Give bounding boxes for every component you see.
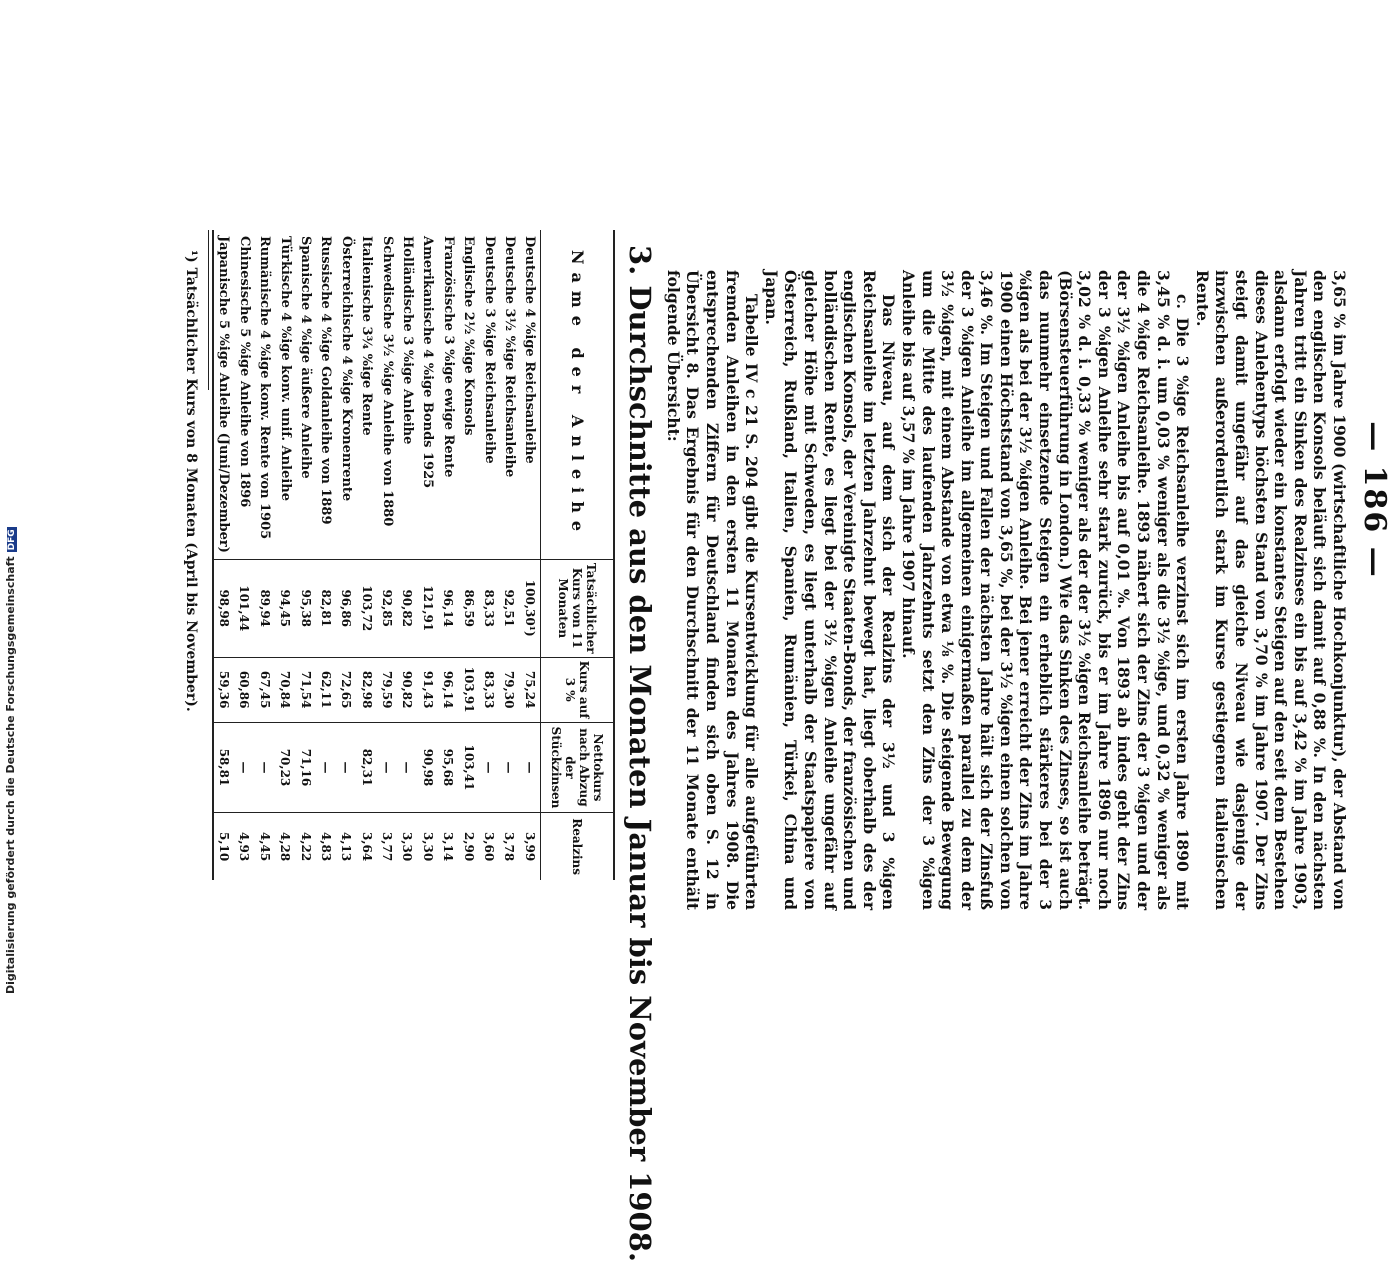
table-row [295, 230, 315, 880]
row-realzins: 3,14 [438, 813, 458, 880]
table-row [479, 230, 499, 880]
table-row [397, 230, 417, 880]
row-kurs: 100,30¹) [520, 559, 541, 657]
row-name: Spanische 4 %ige äußere Anleihe [298, 236, 314, 479]
row-name: Deutsche 3½ %ige Reichsanleihe [501, 236, 517, 478]
row-realzins: 5,10 [214, 813, 234, 880]
row-netto: 82,31 [356, 722, 376, 813]
row-name: Englische 2½ %ige Konsols [461, 236, 477, 436]
row-netto: — [499, 722, 519, 813]
row-netto: 71,16 [295, 722, 315, 813]
row-realzins: 4,28 [275, 813, 295, 880]
row-netto: 58,81 [214, 722, 234, 813]
header-realzins: Realzins [541, 813, 614, 880]
table-row [377, 230, 397, 880]
row-kurs3: 67,45 [255, 657, 275, 722]
paragraph-2: c. Die 3 %ige Reichsanleihe verzinst sich im ersten Jahre 1890 mit 3,45 % d. i. um 0,03 % weniger als die 3½ %ige, und 0,32 % weniger als die 4 %ige Reichsanleihe. 1893 nähert sich der Zins der 3 %igen und der der 3½ %igen Anleihe bis auf 0,01 %. Von 1893 ab indes geht der Zins der 3 %igen Anleihe sehr stark zurück, bis er im Jahre 1896 nur noch 3,02 % d. i. 0,33 % weniger als der der 3½ %igen Reichsanleihe beträgt. (Börsensteuerführung in London.) Wie das Sinken des Zinses, so ist auch das nunmehr einsetzende Steigen ein erheblich stärkeres bei der 3 %igen als bei der 3½ %igen Anleihe. Bei jener erreicht der Zins im Jahre 1900 einen Höchststand von 3,65 %, bei der 3½ %igen einen solchen von 3,46 %. Im Steigen und Fallen der nächsten Jahre hält sich der Zinsfuß der 3 %igen Anleihe im allgemeinen einigermaßen parallel zu dem der 3½ %igen, mit einem Abstande von etwa ⅛ %. Die steigende Bewegung um die Mitte des laufenden Jahrzehnts setzt den Zins der 3 %igen Anleihe bis auf 3,57 % im Jahre 1907 hinauf. [898, 270, 1193, 910]
table-row [499, 230, 519, 880]
credit-text: Digitalisierung gefördert durch die Deutsche Forschungsgemeinschaft [4, 556, 17, 994]
row-name: Japanische 5 %ige Anleihe (Juni/Dezember) [216, 236, 232, 553]
row-kurs3: 82,98 [356, 657, 376, 722]
row-netto: — [336, 722, 356, 813]
row-kurs: 89,94 [255, 559, 275, 657]
row-name: Rumänische 4 %ige konv. Rente von 1905 [257, 236, 273, 540]
row-netto: 95,68 [438, 722, 458, 813]
row-kurs3: 79,30 [499, 657, 519, 722]
row-realzins: 4,22 [295, 813, 315, 880]
row-kurs: 98,98 [214, 559, 234, 657]
paragraph-4: Tabelle IV c 21 S. 204 gibt die Kursentwicklung für alle aufgeführten fremden Anleihen in den ersten 11 Monaten des Jahres 1908. Die entsprechenden Ziffern für Deutschland finden sich oben S. 12 in Übersicht 8. Das Ergebnis für den Durchschnitt der 11 Monate enthält folgende Übersicht: [663, 270, 762, 910]
row-kurs3: 70,84 [275, 657, 295, 722]
row-kurs3: 72,65 [336, 657, 356, 722]
row-realzins: 3,30 [397, 813, 417, 880]
row-kurs3: 71,54 [295, 657, 315, 722]
table-row [214, 230, 234, 880]
digitization-credit [4, 527, 17, 994]
row-kurs: 96,14 [438, 559, 458, 657]
header-kurs: Tatsächlicher Kurs von 11 Monaten [541, 559, 614, 657]
row-kurs3: 75,24 [520, 657, 541, 722]
row-kurs: 86,59 [458, 559, 478, 657]
row-kurs: 96,86 [336, 559, 356, 657]
row-kurs3: 91,43 [418, 657, 438, 722]
table-row [255, 230, 275, 880]
row-kurs: 101,44 [234, 559, 254, 657]
table-row [520, 230, 541, 880]
row-kurs3: 60,86 [234, 657, 254, 722]
body-text [663, 270, 1349, 910]
row-realzins: 2,90 [458, 813, 478, 880]
table-row [458, 230, 478, 880]
table-header-row [541, 230, 614, 880]
row-kurs: 83,33 [479, 559, 499, 657]
row-kurs3: 62,11 [316, 657, 336, 722]
table-row [418, 230, 438, 880]
row-netto: 70,23 [275, 722, 295, 813]
row-realzins: 4,83 [316, 813, 336, 880]
row-kurs: 90,82 [397, 559, 417, 657]
row-netto: — [397, 722, 417, 813]
row-name: Italienische 3¾ %ige Rente [359, 236, 375, 436]
row-kurs: 95,38 [295, 559, 315, 657]
row-kurs3: 83,33 [479, 657, 499, 722]
row-name: Schwedische 3½ %ige Anleihe von 1880 [379, 236, 395, 527]
row-netto: — [234, 722, 254, 813]
dfg-logo: DFG [7, 529, 17, 551]
row-kurs3: 103,91 [458, 657, 478, 722]
row-kurs: 92,51 [499, 559, 519, 657]
row-netto: — [316, 722, 336, 813]
row-realzins: 4,93 [234, 813, 254, 880]
row-kurs3: 90,82 [397, 657, 417, 722]
row-name: Amerikanische 4 %ige Bonds 1925 [420, 236, 436, 489]
table-row [336, 230, 356, 880]
row-kurs3: 59,36 [214, 657, 234, 722]
row-realzins: 3,64 [356, 813, 376, 880]
row-netto: — [255, 722, 275, 813]
row-name: Deutsche 4 %ige Reichsanleihe [522, 236, 538, 464]
page-number: — 186 — [1357, 421, 1392, 579]
row-kurs3: 96,14 [438, 657, 458, 722]
row-name: Chinesische 5 %ige Anleihe von 1896 [236, 236, 252, 508]
row-netto: — [377, 722, 397, 813]
row-name: Russische 4 %ige Goldanleihe von 1889 [318, 236, 334, 525]
paragraph-3: Das Niveau, auf dem sich der Realzins der 3½ und 3 %igen Reichsanleihe im letzten Jahrzehnt bewegt hat, liegt oberhalb des der englischen Konsols, der Vereinigte Staaten-Bonds, der französischen und holländischen Rente, es liegt bei der 3½ %igen Anleihe ungefähr auf gleicher Höhe mit Schweden, es liegt unterhalb der Staatspapiere von Österreich, Rußland, Italien, Spanien, Rumänien, Türkei, China und Japan. [761, 270, 899, 910]
row-realzins: 3,30 [418, 813, 438, 880]
header-kurs3: Kurs auf 3 % [541, 657, 614, 722]
row-netto: 90,98 [418, 722, 438, 813]
row-realzins: 4,13 [336, 813, 356, 880]
row-name: Türkische 4 %ige konv. unif. Anleihe [277, 236, 293, 502]
footnote-rule [208, 230, 209, 390]
row-name: Österreichische 4 %ige Kronenrente [338, 236, 354, 502]
row-netto: — [479, 722, 499, 813]
row-kurs: 103,72 [356, 559, 376, 657]
footnote: ¹) Tatsächlicher Kurs von 8 Monaten (April bis November). [183, 250, 199, 712]
row-netto: — [520, 722, 541, 813]
row-kurs: 92,85 [377, 559, 397, 657]
table-row [316, 230, 336, 880]
bond-table [212, 230, 615, 880]
row-realzins: 3,77 [377, 813, 397, 880]
header-name: Name der Anleihe [541, 230, 614, 559]
table-row [234, 230, 254, 880]
row-kurs: 94,45 [275, 559, 295, 657]
row-kurs: 121,91 [418, 559, 438, 657]
row-name: Holländische 3 %ige Anleihe [399, 236, 415, 445]
row-realzins: 4,45 [255, 813, 275, 880]
table-row [275, 230, 295, 880]
row-netto: 103,41 [458, 722, 478, 813]
row-realzins: 3,99 [520, 813, 541, 880]
row-kurs: 82,81 [316, 559, 336, 657]
header-netto: Nettokurs nach Abzug der Stückzinsen [541, 722, 614, 813]
table-row [356, 230, 376, 880]
section-heading: 3. Durchschnitte aus den Monaten Januar bis November 1908. [623, 245, 657, 1262]
row-name: Französische 3 %ige ewige Rente [440, 236, 456, 478]
row-kurs3: 79,59 [377, 657, 397, 722]
row-name: Deutsche 3 %ige Reichsanleihe [481, 236, 497, 464]
paragraph-1: 3,65 % im Jahre 1900 (wirtschaftliche Hochkonjunktur), der Abstand von den englischen Konsols beläuft sich damit auf 0,88 %. In den nächsten Jahren tritt ein Sinken des Realzinses ein bis auf 3,42 % im Jahre 1903, alsdann erfolgt wieder ein konstantes Steigen auf den seit dem Bestehen dieses Anlehentyps höchsten Stand von 3,70 % im Jahre 1907. Der Zins steigt damit ungefähr auf das gleiche Niveau wie dasjenige der inzwischen außerordentlich stark im Kurse gestiegenen italienischen Rente. [1192, 270, 1349, 910]
row-realzins: 3,78 [499, 813, 519, 880]
table-row [438, 230, 458, 880]
row-realzins: 3,60 [479, 813, 499, 880]
